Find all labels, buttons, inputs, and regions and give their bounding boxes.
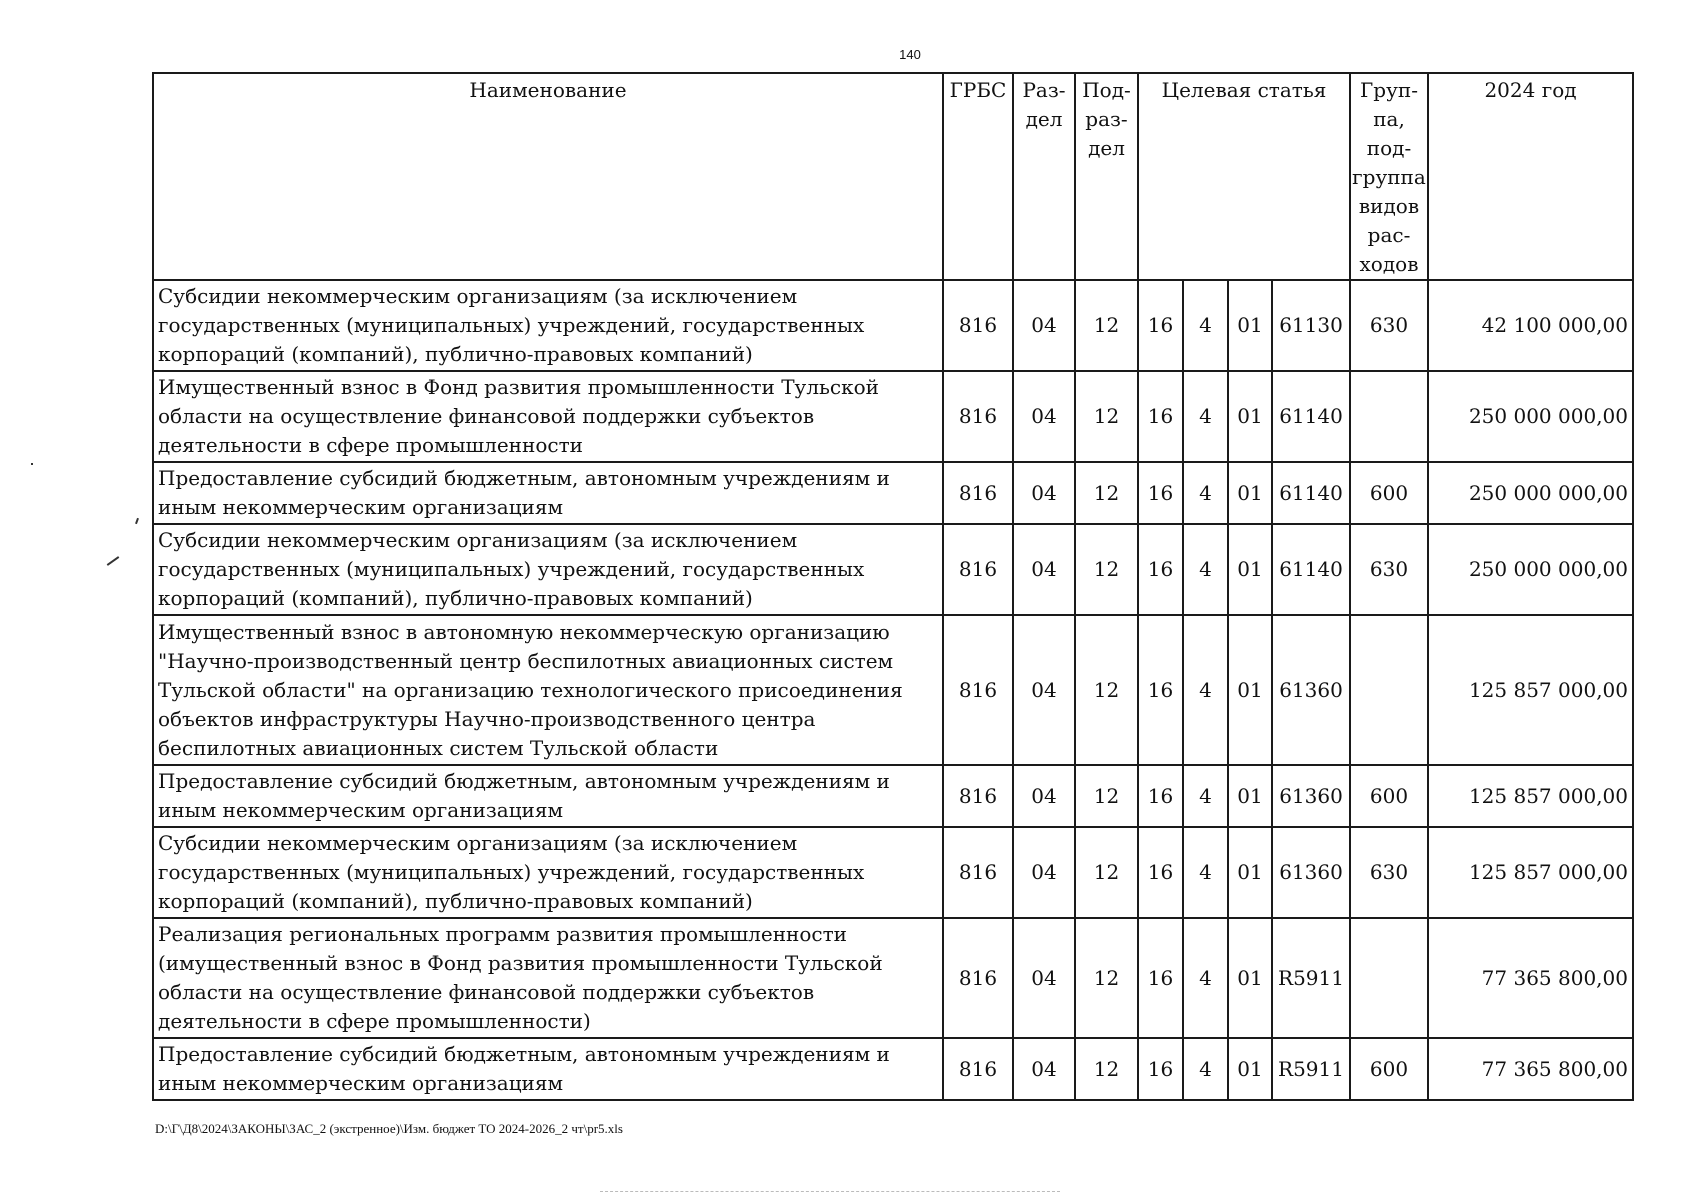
header-grbs: ГРБС	[943, 73, 1013, 280]
row-expense-group: 630	[1350, 827, 1428, 918]
row-name: Субсидии некоммерческим организациям (за исключением государственных (муниципальных) учреждений, государственных корпораций (компаний), публично-правовых компаний)	[153, 524, 943, 615]
row-razdel: 04	[1013, 462, 1075, 524]
row-razdel: 04	[1013, 765, 1075, 827]
row-name: Имущественный взнос в автономную некоммерческую организацию "Научно-производственный центр беспилотных авиационных систем Тульской области" на организацию технологического присоединения объектов инфраструктуры Научно-производственного центра беспилотных авиационных систем Тульской области	[153, 615, 943, 765]
header-name: Наименование	[153, 73, 943, 280]
row-target-subprogram: 01	[1228, 280, 1272, 371]
row-target-program: 16	[1138, 371, 1183, 462]
row-target-type: 4	[1183, 615, 1228, 765]
row-grbs: 816	[943, 280, 1013, 371]
table-row	[153, 765, 1633, 827]
row-grbs: 816	[943, 1038, 1013, 1100]
row-name: Реализация региональных программ развития промышленности (имущественный взнос в Фонд развития промышленности Тульской области на осуществление финансовой поддержки субъектов деятельности в сфере промышленности)	[153, 918, 943, 1038]
row-target-direction: 61140	[1272, 371, 1350, 462]
row-grbs: 816	[943, 462, 1013, 524]
row-podrazdel: 12	[1075, 765, 1138, 827]
row-podrazdel: 12	[1075, 1038, 1138, 1100]
table-row	[153, 371, 1633, 462]
row-target-subprogram: 01	[1228, 615, 1272, 765]
row-podrazdel: 12	[1075, 371, 1138, 462]
row-target-direction: 61140	[1272, 524, 1350, 615]
row-target-direction: 61140	[1272, 462, 1350, 524]
header-target-article: Целевая статья	[1138, 73, 1350, 280]
row-amount: 42 100 000,00	[1428, 280, 1633, 371]
row-target-direction: 61360	[1272, 615, 1350, 765]
row-target-program: 16	[1138, 918, 1183, 1038]
row-target-program: 16	[1138, 280, 1183, 371]
row-name: Субсидии некоммерческим организациям (за исключением государственных (муниципальных) учреждений, государственных корпораций (компаний), публично-правовых компаний)	[153, 827, 943, 918]
row-razdel: 04	[1013, 524, 1075, 615]
row-razdel: 04	[1013, 371, 1075, 462]
row-amount: 125 857 000,00	[1428, 827, 1633, 918]
row-amount: 250 000 000,00	[1428, 371, 1633, 462]
row-amount: 250 000 000,00	[1428, 462, 1633, 524]
row-expense-group: 600	[1350, 1038, 1428, 1100]
row-target-type: 4	[1183, 918, 1228, 1038]
budget-table	[152, 72, 1634, 1101]
row-grbs: 816	[943, 827, 1013, 918]
scan-mark	[107, 556, 120, 566]
row-target-direction: 61360	[1272, 827, 1350, 918]
row-amount: 77 365 800,00	[1428, 918, 1633, 1038]
row-target-direction: R5911	[1272, 1038, 1350, 1100]
row-expense-group: 600	[1350, 462, 1428, 524]
table-row	[153, 1038, 1633, 1100]
row-podrazdel: 12	[1075, 827, 1138, 918]
file-path-footer: D:\Г\Д8\2024\ЗАКОНЫ\ЗАС_2 (экстренное)\Изм. бюджет ТО 2024-2026_2 чт\pr5.xls	[155, 1121, 623, 1136]
row-amount: 125 857 000,00	[1428, 615, 1633, 765]
row-expense-group: 630	[1350, 280, 1428, 371]
row-podrazdel: 12	[1075, 918, 1138, 1038]
row-razdel: 04	[1013, 280, 1075, 371]
row-target-type: 4	[1183, 280, 1228, 371]
header-row	[153, 73, 1633, 280]
row-target-program: 16	[1138, 524, 1183, 615]
row-expense-group: 630	[1350, 524, 1428, 615]
scan-mark	[31, 463, 33, 465]
row-target-direction: 61130	[1272, 280, 1350, 371]
row-razdel: 04	[1013, 1038, 1075, 1100]
row-amount: 125 857 000,00	[1428, 765, 1633, 827]
header-expense-group: Груп- па, под- группа видов рас- ходов	[1350, 73, 1428, 280]
scan-artifact-line	[600, 1191, 1060, 1193]
row-grbs: 816	[943, 765, 1013, 827]
row-target-direction: 61360	[1272, 765, 1350, 827]
row-expense-group	[1350, 371, 1428, 462]
row-target-type: 4	[1183, 827, 1228, 918]
table-row	[153, 827, 1633, 918]
row-grbs: 816	[943, 524, 1013, 615]
row-target-subprogram: 01	[1228, 765, 1272, 827]
row-target-direction: R5911	[1272, 918, 1350, 1038]
row-grbs: 816	[943, 918, 1013, 1038]
row-target-type: 4	[1183, 524, 1228, 615]
row-target-type: 4	[1183, 371, 1228, 462]
scan-mark	[135, 518, 139, 524]
row-name: Предоставление субсидий бюджетным, автономным учреждениям и иным некоммерческим организациям	[153, 1038, 943, 1100]
row-podrazdel: 12	[1075, 280, 1138, 371]
header-podrazdel: Под- раз- дел	[1075, 73, 1138, 280]
row-grbs: 816	[943, 615, 1013, 765]
row-amount: 250 000 000,00	[1428, 524, 1633, 615]
row-podrazdel: 12	[1075, 524, 1138, 615]
row-name: Предоставление субсидий бюджетным, автономным учреждениям и иным некоммерческим организациям	[153, 462, 943, 524]
row-target-program: 16	[1138, 827, 1183, 918]
row-amount: 77 365 800,00	[1428, 1038, 1633, 1100]
row-expense-group	[1350, 918, 1428, 1038]
row-razdel: 04	[1013, 918, 1075, 1038]
row-target-type: 4	[1183, 462, 1228, 524]
row-target-subprogram: 01	[1228, 371, 1272, 462]
row-grbs: 816	[943, 371, 1013, 462]
row-target-program: 16	[1138, 1038, 1183, 1100]
row-podrazdel: 12	[1075, 615, 1138, 765]
table-row	[153, 524, 1633, 615]
row-target-subprogram: 01	[1228, 918, 1272, 1038]
row-expense-group	[1350, 615, 1428, 765]
row-name: Имущественный взнос в Фонд развития промышленности Тульской области на осуществление финансовой поддержки субъектов деятельности в сфере промышленности	[153, 371, 943, 462]
table-row	[153, 280, 1633, 371]
row-podrazdel: 12	[1075, 462, 1138, 524]
header-year: 2024 год	[1428, 73, 1633, 280]
table-row	[153, 462, 1633, 524]
row-target-subprogram: 01	[1228, 462, 1272, 524]
row-target-type: 4	[1183, 765, 1228, 827]
table-row	[153, 615, 1633, 765]
page-number: 140	[899, 47, 921, 62]
table-row	[153, 918, 1633, 1038]
header-razdel: Раз- дел	[1013, 73, 1075, 280]
row-target-type: 4	[1183, 1038, 1228, 1100]
row-name: Предоставление субсидий бюджетным, автономным учреждениям и иным некоммерческим организациям	[153, 765, 943, 827]
row-target-program: 16	[1138, 615, 1183, 765]
row-razdel: 04	[1013, 827, 1075, 918]
row-expense-group: 600	[1350, 765, 1428, 827]
row-target-subprogram: 01	[1228, 1038, 1272, 1100]
row-razdel: 04	[1013, 615, 1075, 765]
row-name: Субсидии некоммерческим организациям (за исключением государственных (муниципальных) учреждений, государственных корпораций (компаний), публично-правовых компаний)	[153, 280, 943, 371]
row-target-subprogram: 01	[1228, 524, 1272, 615]
row-target-program: 16	[1138, 765, 1183, 827]
row-target-subprogram: 01	[1228, 827, 1272, 918]
row-target-program: 16	[1138, 462, 1183, 524]
